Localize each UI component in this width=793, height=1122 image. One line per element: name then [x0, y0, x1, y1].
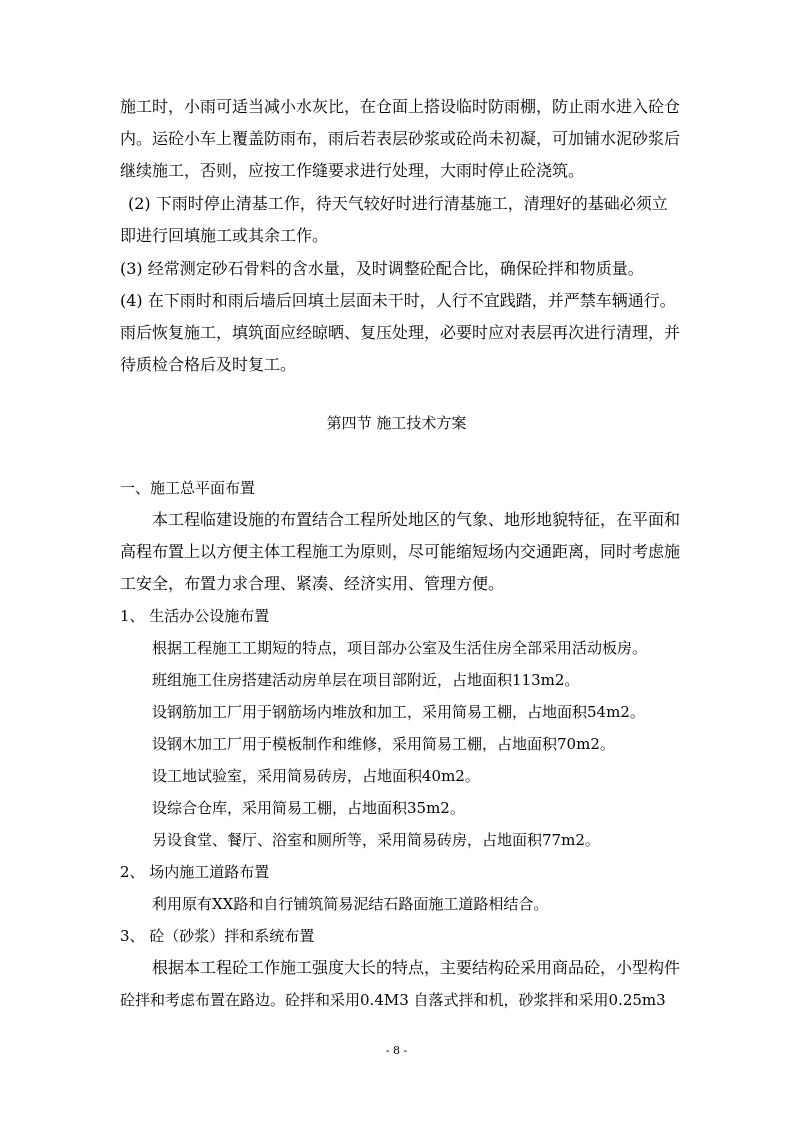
list-item: (3) 经常测定砂石骨料的含水量，及时调整砼配合比，确保砼拌和物质量。	[120, 259, 644, 278]
paragraph-line: 本工程临建设施的布置结合工程所处地区的气象、地形地貌特征，在平面和	[152, 510, 681, 529]
paragraph-line: 施工时，小雨可适当减小水灰比，在仓面上搭设临时防雨棚，防止雨水进入砼仓	[120, 97, 681, 116]
paragraph-line: 待质检合格后及时复工。	[120, 355, 297, 374]
paragraph-line: 即进行回填施工或其余工作。	[120, 226, 329, 245]
part-heading: 一、施工总平面布置	[120, 479, 256, 497]
item-heading: 2、 场内施工道路布置	[120, 863, 270, 881]
paragraph-line: 内。运砼小车上覆盖防雨布，雨后若表层砂浆或砼尚未初凝，可加铺水泥砂浆后	[120, 129, 681, 148]
list-item: 设钢筋加工厂用于钢筋场内堆放和加工，采用简易工棚，占地面积54m2。	[152, 703, 645, 721]
section-title: 第四节 施工技术方案	[326, 414, 467, 432]
paragraph-line: 砼拌和考虑布置在路边。砼拌和采用0.4M3 自落式拌和机，砂浆拌和采用0.25m3	[120, 991, 666, 1009]
item-heading: 1、 生活办公设施布置	[120, 607, 270, 625]
paragraph-line: 根据本工程砼工作施工强度大长的特点，主要结构砼采用商品砼，小型构件	[152, 958, 681, 977]
list-item: 设综合仓库，采用简易工棚，占地面积35m2。	[152, 799, 465, 817]
list-item: 设钢木加工厂用于模板制作和维修，采用简易工棚，占地面积70m2。	[152, 735, 615, 753]
paragraph-line: 高程布置上以方便主体工程施工为原则，尽可能缩短场内交通距离，同时考虑施	[120, 542, 681, 561]
paragraph-line: 继续施工，否则，应按工作缝要求进行处理，大雨时停止砼浇筑。	[120, 161, 585, 180]
list-item: 根据工程施工工期短的特点，项目部办公室及生活住房全部采用活动板房。	[152, 639, 648, 657]
list-item: 设工地试验室，采用简易砖房，占地面积40m2。	[152, 767, 480, 785]
list-item: (2) 下雨时停止清基工作，待天气较好时进行清基施工，清理好的基础必须立	[128, 194, 668, 213]
list-item: 利用原有XX路和自行铺筑简易泥结石路面施工道路相结合。	[152, 895, 549, 913]
paragraph-line: 雨后恢复施工，填筑面应经晾晒、复压处理，必要时应对表层再次进行清理，并	[120, 323, 681, 342]
item-heading: 3、 砼（砂浆）拌和系统布置	[120, 927, 315, 945]
list-item: 班组施工住房搭建活动房单层在项目部附近，占地面积113m2。	[152, 671, 580, 689]
page-number: - 8 -	[385, 1044, 408, 1057]
list-item: (4) 在下雨时和雨后墙后回填土层面未干时，人行不宜践踏，并严禁车辆通行。	[120, 291, 676, 310]
list-item: 另设食堂、餐厅、浴室和厕所等，采用简易砖房，占地面积77m2。	[152, 831, 600, 849]
paragraph-line: 工安全，布置力求合理、紧凑、经济实用、管理方便。	[120, 574, 505, 593]
